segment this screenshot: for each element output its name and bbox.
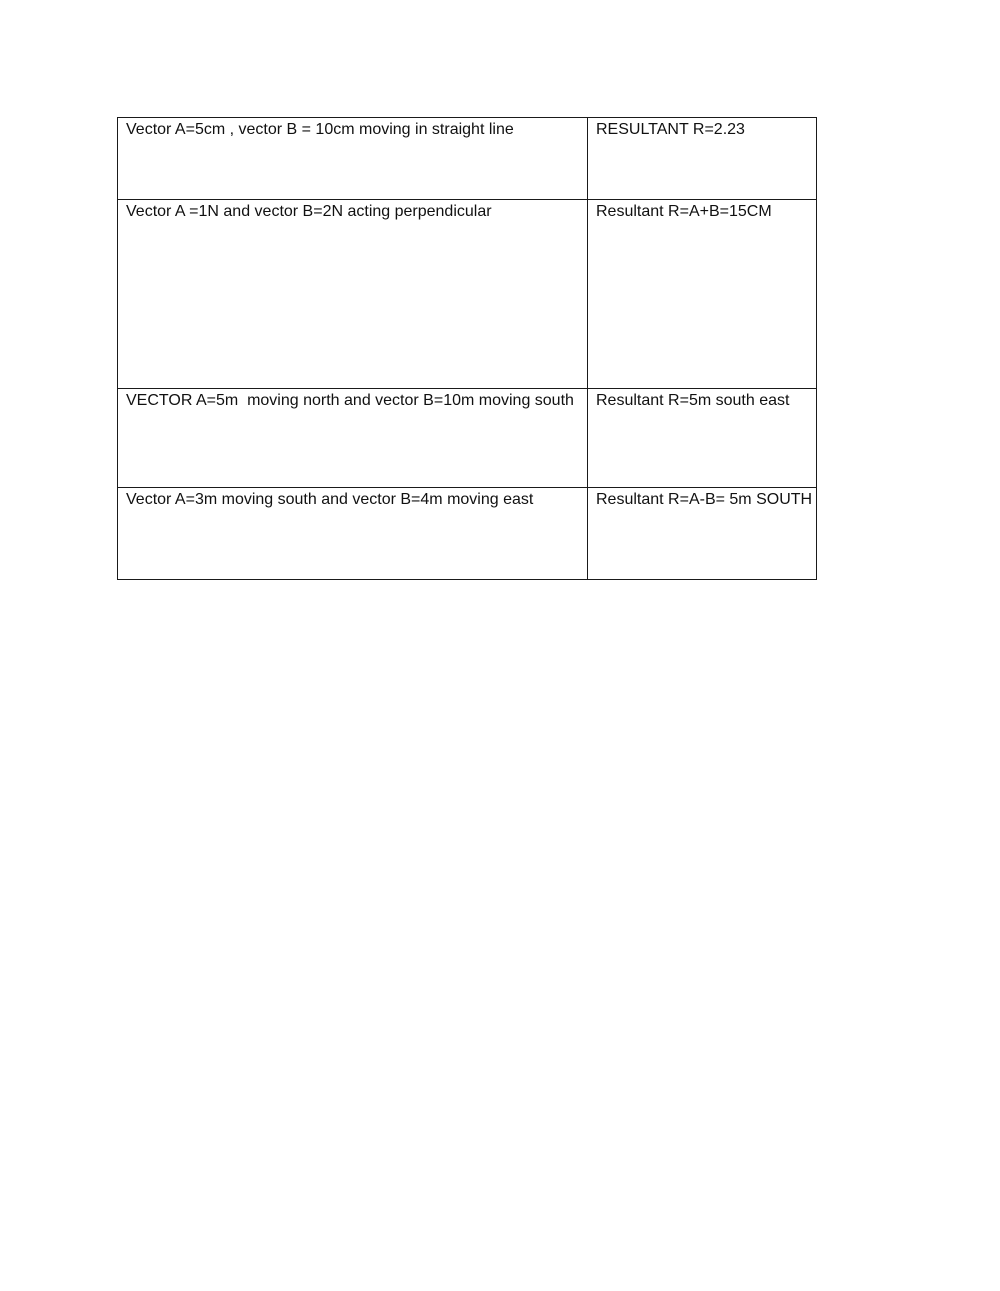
resultant-cell: Resultant R=5m south east (588, 389, 817, 488)
vector-description-cell: Vector A =1N and vector B=2N acting perpendicular (118, 200, 588, 389)
resultant-cell: Resultant R=A+B=15CM (588, 200, 817, 389)
vector-description-cell: Vector A=3m moving south and vector B=4m moving east (118, 488, 588, 580)
vector-description-cell: VECTOR A=5m moving north and vector B=10m moving south (118, 389, 588, 488)
resultant-cell: RESULTANT R=2.23 (588, 118, 817, 200)
table-row (118, 488, 817, 580)
table-row (118, 200, 817, 389)
vector-matching-table (117, 117, 817, 580)
table-row (118, 389, 817, 488)
vector-description-cell: Vector A=5cm , vector B = 10cm moving in straight line (118, 118, 588, 200)
resultant-cell: Resultant R=A-B= 5m SOUTH (588, 488, 817, 580)
table-row (118, 118, 817, 200)
